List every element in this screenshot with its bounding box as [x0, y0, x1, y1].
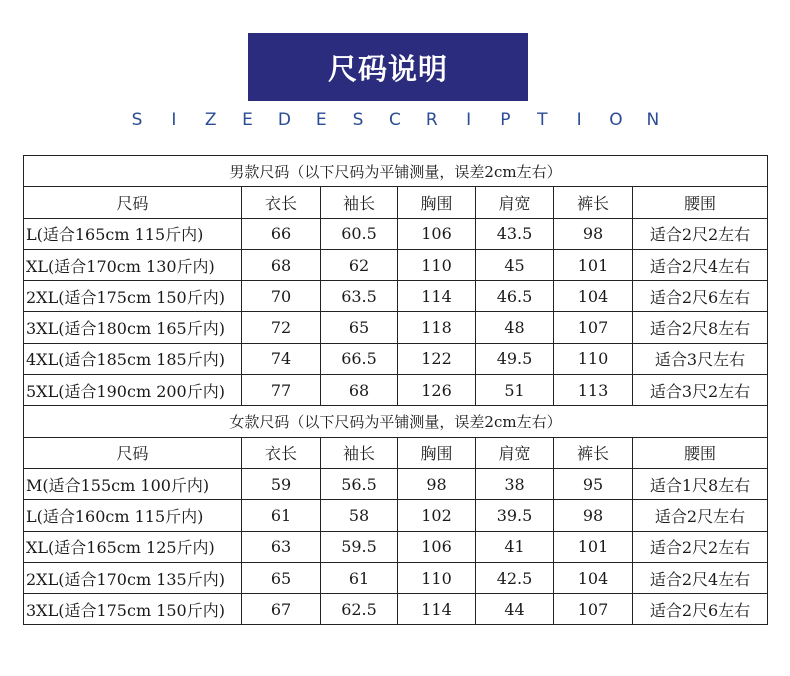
- cell-shoulder: 44: [476, 594, 554, 625]
- subtitle-letter: O: [609, 110, 623, 130]
- size-table-body: [24, 156, 768, 625]
- cell-size: 4XL(适合185cm 185斤内): [24, 343, 242, 374]
- women-section-row: [24, 406, 768, 437]
- cell-chest: 118: [398, 312, 476, 343]
- cell-pants-length: 107: [554, 312, 633, 343]
- cell-length: 65: [242, 562, 321, 593]
- cell-shoulder: 49.5: [476, 343, 554, 374]
- cell-shoulder: 45: [476, 249, 554, 280]
- cell-sleeve: 62.5: [321, 594, 398, 625]
- cell-chest: 110: [398, 562, 476, 593]
- cell-pants-length: 104: [554, 562, 633, 593]
- subtitle-letter: N: [646, 110, 660, 130]
- table-row: [24, 594, 768, 625]
- cell-sleeve: 56.5: [321, 468, 398, 499]
- cell-shoulder: 42.5: [476, 562, 554, 593]
- cell-chest: 114: [398, 594, 476, 625]
- page-title: 尺码说明: [327, 51, 448, 86]
- cell-waist: 适合2尺6左右: [633, 281, 768, 312]
- cell-sleeve: 62: [321, 249, 398, 280]
- cell-waist: 适合2尺4左右: [633, 249, 768, 280]
- cell-size: 5XL(适合190cm 200斤内): [24, 375, 242, 406]
- header-chest: 胸围: [398, 437, 476, 468]
- cell-length: 70: [242, 281, 321, 312]
- cell-size: 2XL(适合170cm 135斤内): [24, 562, 242, 593]
- table-row: [24, 218, 768, 249]
- subtitle-letter: E: [242, 110, 253, 130]
- cell-sleeve: 59.5: [321, 531, 398, 562]
- cell-size: M(适合155cm 100斤内): [24, 468, 242, 499]
- cell-waist: 适合2尺左右: [633, 500, 768, 531]
- cell-size: XL(适合170cm 130斤内): [24, 249, 242, 280]
- cell-chest: 102: [398, 500, 476, 531]
- cell-size: L(适合160cm 115斤内): [24, 500, 242, 531]
- subtitle-letter: S: [352, 110, 364, 130]
- cell-waist: 适合3尺左右: [633, 343, 768, 374]
- men-section-row: [24, 156, 768, 187]
- cell-size: 2XL(适合175cm 150斤内): [24, 281, 242, 312]
- men-header-row: [24, 187, 768, 218]
- header-chest: 胸围: [398, 187, 476, 218]
- cell-waist: 适合1尺8左右: [633, 468, 768, 499]
- cell-chest: 126: [398, 375, 476, 406]
- cell-size: 3XL(适合175cm 150斤内): [24, 594, 242, 625]
- cell-waist: 适合2尺8左右: [633, 312, 768, 343]
- cell-length: 67: [242, 594, 321, 625]
- cell-pants-length: 98: [554, 218, 633, 249]
- table-row: [24, 312, 768, 343]
- subtitle-size-description: [130, 106, 660, 134]
- table-row: [24, 249, 768, 280]
- cell-length: 66: [242, 218, 321, 249]
- table-row: [24, 500, 768, 531]
- subtitle-letter: P: [500, 110, 511, 130]
- header-sleeve: 袖长: [321, 187, 398, 218]
- header-shoulder: 肩宽: [476, 187, 554, 218]
- subtitle-letter: I: [171, 110, 177, 130]
- cell-sleeve: 60.5: [321, 218, 398, 249]
- cell-chest: 98: [398, 468, 476, 499]
- cell-pants-length: 101: [554, 249, 633, 280]
- cell-chest: 110: [398, 249, 476, 280]
- header-shoulder: 肩宽: [476, 437, 554, 468]
- cell-size: XL(适合165cm 125斤内): [24, 531, 242, 562]
- cell-pants-length: 98: [554, 500, 633, 531]
- cell-sleeve: 58: [321, 500, 398, 531]
- header-sleeve: 袖长: [321, 437, 398, 468]
- table-row: [24, 468, 768, 499]
- header-waist: 腰围: [633, 187, 768, 218]
- table-row: [24, 531, 768, 562]
- cell-waist: 适合2尺2左右: [633, 218, 768, 249]
- header-length: 衣长: [242, 437, 321, 468]
- header-size: 尺码: [24, 437, 242, 468]
- header-pants-length: 裤长: [554, 187, 633, 218]
- cell-waist: 适合2尺4左右: [633, 562, 768, 593]
- cell-sleeve: 66.5: [321, 343, 398, 374]
- subtitle-letter: I: [576, 110, 582, 130]
- table-row: [24, 281, 768, 312]
- title-banner: [248, 33, 528, 101]
- cell-length: 77: [242, 375, 321, 406]
- subtitle-letter: R: [425, 110, 438, 130]
- table-row: [24, 343, 768, 374]
- cell-waist: 适合3尺2左右: [633, 375, 768, 406]
- cell-shoulder: 39.5: [476, 500, 554, 531]
- header-length: 衣长: [242, 187, 321, 218]
- subtitle-letter: E: [315, 110, 327, 130]
- cell-shoulder: 46.5: [476, 281, 554, 312]
- table-row: [24, 375, 768, 406]
- men-section-title: 男款尺码（以下尺码为平铺测量，误差2cm左右）: [24, 156, 768, 187]
- cell-pants-length: 110: [554, 343, 633, 374]
- subtitle-letter: I: [466, 110, 472, 130]
- cell-shoulder: 41: [476, 531, 554, 562]
- subtitle-letter: S: [131, 110, 143, 130]
- size-table: [23, 155, 768, 625]
- cell-sleeve: 65: [321, 312, 398, 343]
- cell-chest: 106: [398, 531, 476, 562]
- cell-shoulder: 38: [476, 468, 554, 499]
- table-row: [24, 562, 768, 593]
- header-pants-length: 裤长: [554, 437, 633, 468]
- cell-length: 61: [242, 500, 321, 531]
- women-header-row: [24, 437, 768, 468]
- cell-pants-length: 101: [554, 531, 633, 562]
- cell-waist: 适合2尺6左右: [633, 594, 768, 625]
- cell-pants-length: 95: [554, 468, 633, 499]
- cell-shoulder: 48: [476, 312, 554, 343]
- subtitle-letter: Z: [204, 110, 217, 130]
- cell-pants-length: 113: [554, 375, 633, 406]
- cell-size: 3XL(适合180cm 165斤内): [24, 312, 242, 343]
- women-section-title: 女款尺码（以下尺码为平铺测量，误差2cm左右）: [24, 406, 768, 437]
- cell-sleeve: 61: [321, 562, 398, 593]
- cell-sleeve: 68: [321, 375, 398, 406]
- subtitle-letter: C: [388, 110, 401, 130]
- cell-length: 68: [242, 249, 321, 280]
- cell-shoulder: 43.5: [476, 218, 554, 249]
- cell-length: 63: [242, 531, 321, 562]
- cell-length: 59: [242, 468, 321, 499]
- cell-waist: 适合2尺2左右: [633, 531, 768, 562]
- cell-shoulder: 51: [476, 375, 554, 406]
- cell-length: 72: [242, 312, 321, 343]
- cell-pants-length: 104: [554, 281, 633, 312]
- header-waist: 腰围: [633, 437, 768, 468]
- cell-size: L(适合165cm 115斤内): [24, 218, 242, 249]
- cell-length: 74: [242, 343, 321, 374]
- cell-pants-length: 107: [554, 594, 633, 625]
- cell-chest: 114: [398, 281, 476, 312]
- cell-sleeve: 63.5: [321, 281, 398, 312]
- cell-chest: 106: [398, 218, 476, 249]
- header-size: 尺码: [24, 187, 242, 218]
- cell-chest: 122: [398, 343, 476, 374]
- subtitle-letter: T: [537, 110, 548, 130]
- subtitle-letter: D: [277, 110, 291, 130]
